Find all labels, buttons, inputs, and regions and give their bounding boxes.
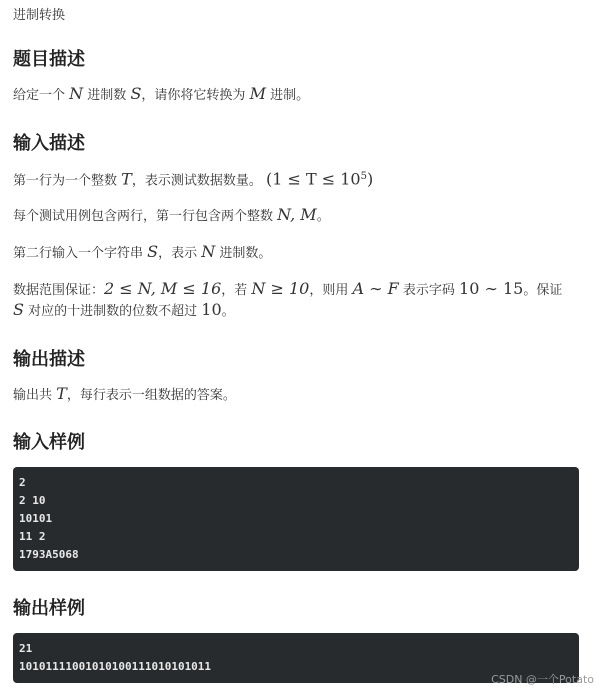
sample-output-heading: 输出样例 <box>13 598 85 619</box>
code-line: 11 2 <box>19 530 46 543</box>
output-description-heading: 输出描述 <box>13 349 85 370</box>
input-description-heading: 输入描述 <box>13 133 85 154</box>
problem-description-text: 给定一个 N 进制数 S，请你将它转换为 M 进制。 <box>13 84 310 103</box>
code-line: 21 <box>19 642 33 655</box>
input-line-5: S 对应的十进制数的位数不超过 10。 <box>13 300 235 319</box>
csdn-watermark: CSDN @一个Potato <box>491 673 594 686</box>
code-line: 2 <box>19 476 26 489</box>
sample-input-code-block[interactable] <box>13 467 579 571</box>
input-line-2: 每个测试用例包含两行，第一行包含两个整数 N, M。 <box>13 205 330 224</box>
output-description-text: 输出共 T，每行表示一组数据的答案。 <box>13 384 236 403</box>
sample-input-heading: 输入样例 <box>13 432 85 453</box>
input-line-1: 第一行为一个整数 T，表示测试数据数量。 $(1 \le T \le 10^5)$ <box>13 169 374 189</box>
input-line-3: 第二行输入一个字符串 S，表示 N 进制数。 <box>13 242 272 261</box>
code-line: 10101111001010100111010101011 <box>19 660 212 673</box>
code-line: 2 10 <box>19 494 46 507</box>
page-breadcrumb: 进制转换 <box>13 8 66 23</box>
problem-description-heading: 题目描述 <box>13 49 85 70</box>
input-line-4: 数据范围保证：2 ≤ N, M ≤ 16，若 N ≥ 10，则用 A ∼ F 表示字码 10 ∼ 15。保证 <box>13 279 563 298</box>
code-line: 1793A5068 <box>19 548 79 561</box>
code-line: 10101 <box>19 512 53 525</box>
